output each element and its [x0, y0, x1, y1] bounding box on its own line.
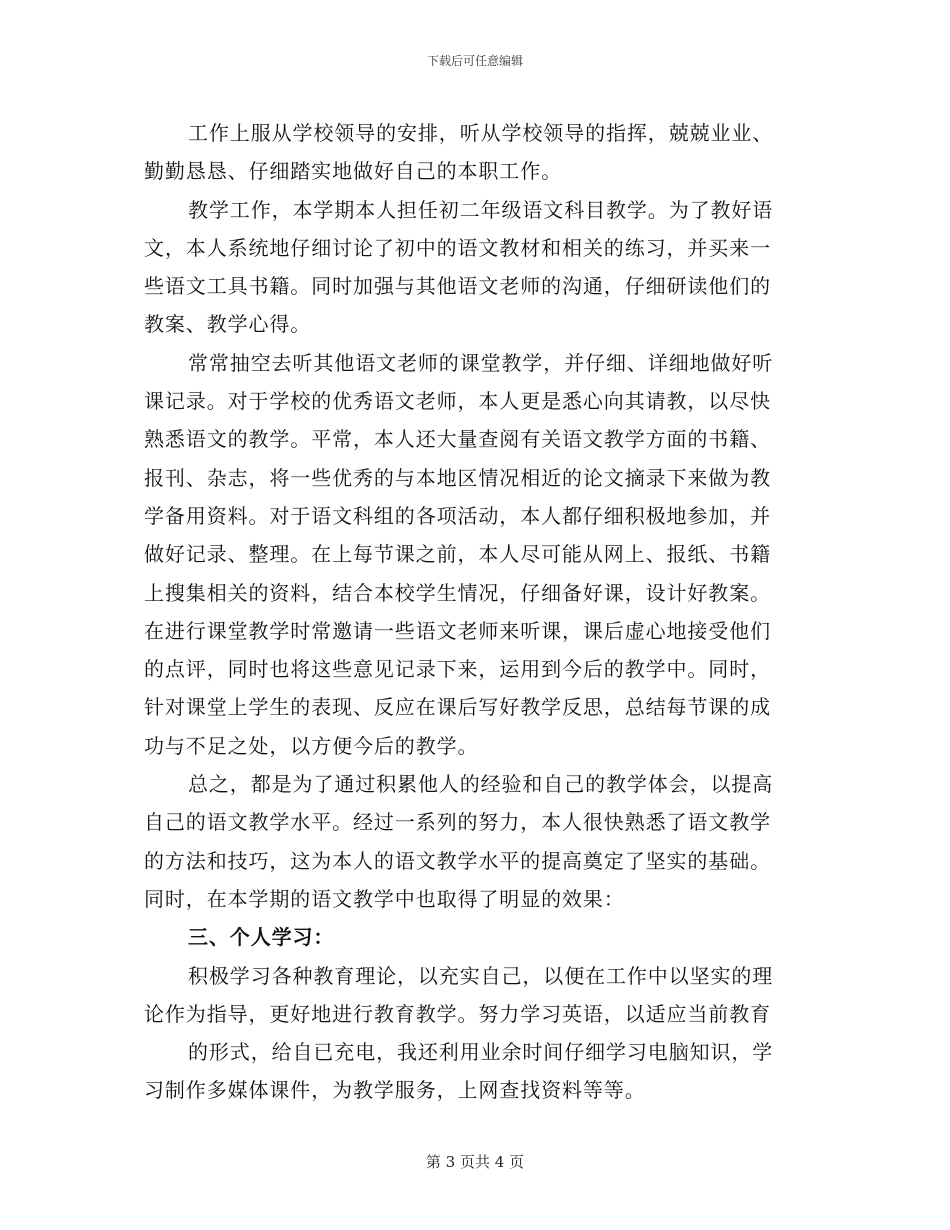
- text-line: 积极学习各种教育理论，以充实自己，以便在工作中以坚实的理: [188, 963, 774, 988]
- text-line: 上搜集相关的资料，结合本校学生情况，仔细备好课，设计好教案。: [144, 580, 771, 605]
- text-line: 工作上服从学校领导的安排，听从学校领导的指挥，兢兢业业、: [188, 121, 774, 145]
- text-line: 总之，都是为了通过积累他人的经验和自己的教学体会，以提高: [188, 772, 774, 797]
- document-body: [144, 114, 812, 1110]
- text-line: 学备用资料。对于语文科组的各项活动，本人都仔细积极地参加，并: [144, 503, 771, 528]
- text-line: 些语文工具书籍。同时加强与其他语文老师的沟通，仔细研读他们的: [144, 274, 771, 299]
- page-header: 下载后可任意编辑: [426, 54, 523, 68]
- text-line: 在进行课堂教学时常邀请一些语文老师来听课，课后虚心地接受他们: [144, 618, 771, 643]
- text-line: 熟悉语文的教学。平常，本人还大量查阅有关语文教学方面的书籍、: [144, 427, 771, 452]
- text-line: 功与不足之处，以方便今后的教学。: [144, 733, 479, 758]
- text-line: 论作为指导，更好地进行教育教学。努力学习英语，以适应当前教育: [144, 1001, 771, 1026]
- text-line: 自己的语文教学水平。经过一系列的努力，本人很快熟悉了语文教学: [144, 810, 771, 835]
- text-line: 的形式，给自已充电，我还利用业余时间仔细学习电脑知识，学: [188, 1040, 774, 1065]
- text-line: 报刊、杂志，将一些优秀的与本地区情况相近的论文摘录下来做为教: [144, 465, 771, 490]
- text-line: 习制作多媒体课件，为教学服务，上网查找资料等等。: [144, 1078, 646, 1103]
- page-number-footer: 第 3 页共 4 页: [425, 1153, 525, 1171]
- text-line: 的点评，同时也将这些意见记录下来，运用到今后的教学中。同时，: [144, 657, 771, 682]
- section-heading: 三、个人学习：: [188, 925, 335, 950]
- text-line: 常常抽空去听其他语文老师的课堂教学，并仔细、详细地做好听: [188, 350, 774, 375]
- text-line: 教案、教学心得。: [144, 312, 312, 337]
- text-line: 同时，在本学期的语文教学中也取得了明显的效果：: [144, 886, 625, 911]
- text-line: 文，本人系统地仔细讨论了初中的语文教材和相关的练习，并买来一: [144, 235, 771, 260]
- text-line: 教学工作，本学期本人担任初二年级语文科目教学。为了教好语: [188, 197, 774, 222]
- text-line: 课记录。对于学校的优秀语文老师，本人更是悉心向其请教，以尽快: [144, 389, 771, 414]
- text-line: 勤勤恳恳、仔细踏实地做好自己的本职工作。: [144, 159, 562, 184]
- text-line: 做好记录、整理。在上每节课之前，本人尽可能从网上、报纸、书籍: [144, 542, 771, 567]
- text-line: 的方法和技巧，这为本人的语文教学水平的提高奠定了坚实的基础。: [144, 848, 771, 873]
- text-line: 针对课堂上学生的表现、反应在课后写好教学反思，总结每节课的成: [144, 695, 771, 720]
